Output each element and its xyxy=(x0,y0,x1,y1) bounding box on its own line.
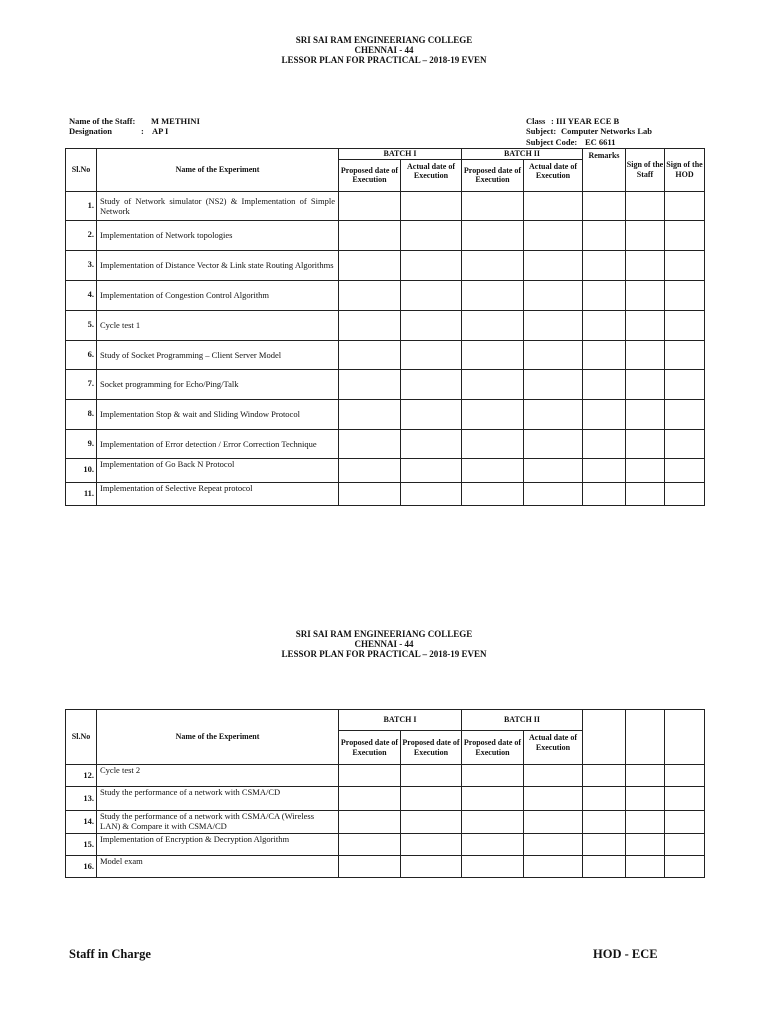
designation-line xyxy=(69,126,168,136)
empty-cell xyxy=(524,220,583,250)
empty-cell xyxy=(665,811,705,834)
class-label: Class xyxy=(526,116,546,126)
row-experiment-name: Implementation of Distance Vector & Link state Routing Algorithms xyxy=(97,250,339,280)
page-header-1 xyxy=(0,35,768,65)
empty-cell xyxy=(339,280,401,310)
table-row xyxy=(66,191,705,220)
empty-cell xyxy=(401,250,462,280)
empty-cell xyxy=(462,856,524,878)
empty-cell xyxy=(583,787,626,811)
empty-cell xyxy=(583,482,626,505)
empty-cell xyxy=(665,369,705,399)
empty-cell xyxy=(626,429,665,458)
header-proposed-date-b1: Proposed date of Execution xyxy=(339,731,401,765)
empty-cell xyxy=(583,250,626,280)
empty-cell xyxy=(665,856,705,878)
empty-cell xyxy=(401,191,462,220)
header-slno: Sl.No xyxy=(66,149,97,192)
row-experiment-name: Socket programming for Echo/Ping/Talk xyxy=(97,369,339,399)
empty-cell xyxy=(401,310,462,340)
row-slno: 2. xyxy=(66,220,97,250)
table-row xyxy=(66,280,705,310)
empty-cell xyxy=(665,399,705,429)
header-sign-hod xyxy=(665,710,705,765)
empty-cell xyxy=(665,429,705,458)
empty-cell xyxy=(339,458,401,482)
empty-cell xyxy=(583,458,626,482)
empty-cell xyxy=(626,340,665,369)
empty-cell xyxy=(626,220,665,250)
empty-cell xyxy=(401,429,462,458)
empty-cell xyxy=(524,765,583,787)
empty-cell xyxy=(339,250,401,280)
empty-cell xyxy=(626,834,665,856)
empty-cell xyxy=(462,765,524,787)
row-experiment-name: Implementation of Congestion Control Algorithm xyxy=(97,280,339,310)
empty-cell xyxy=(626,280,665,310)
empty-cell xyxy=(665,310,705,340)
empty-cell xyxy=(583,220,626,250)
table-2-body xyxy=(66,765,705,878)
row-slno: 16. xyxy=(66,856,97,878)
header-proposed-date-b1-alt: Proposed date of Execution xyxy=(401,731,462,765)
empty-cell xyxy=(583,429,626,458)
row-experiment-name: Cycle test 1 xyxy=(97,310,339,340)
table-row xyxy=(66,250,705,280)
empty-cell xyxy=(462,250,524,280)
row-slno: 6. xyxy=(66,340,97,369)
subject-value: Computer Networks Lab xyxy=(561,126,652,136)
header-experiment: Name of the Experiment xyxy=(97,710,339,765)
header-proposed-date-b1: Proposed date of Execution xyxy=(339,159,401,191)
subject-code-line xyxy=(526,137,615,147)
empty-cell xyxy=(583,834,626,856)
empty-cell xyxy=(462,429,524,458)
lesson-plan-table-1 xyxy=(65,148,705,506)
header-slno: Sl.No xyxy=(66,710,97,765)
empty-cell xyxy=(462,458,524,482)
row-slno: 13. xyxy=(66,787,97,811)
empty-cell xyxy=(401,856,462,878)
row-slno: 10. xyxy=(66,458,97,482)
empty-cell xyxy=(401,787,462,811)
plan-title: LESSOR PLAN FOR PRACTICAL – 2018-19 EVEN xyxy=(281,649,487,659)
header-batch-1: BATCH I xyxy=(339,149,462,160)
empty-cell xyxy=(339,369,401,399)
row-slno: 9. xyxy=(66,429,97,458)
empty-cell xyxy=(524,310,583,340)
empty-cell xyxy=(462,482,524,505)
college-city: CHENNAI - 44 xyxy=(354,639,414,649)
header-actual-date-b2: Actual date of Execution xyxy=(524,731,583,765)
row-experiment-name: Study of Socket Programming – Client Server Model xyxy=(97,340,339,369)
table-row xyxy=(66,369,705,399)
empty-cell xyxy=(583,191,626,220)
header-remarks xyxy=(583,710,626,765)
table-row xyxy=(66,220,705,250)
table-row xyxy=(66,787,705,811)
empty-cell xyxy=(665,482,705,505)
empty-cell xyxy=(462,834,524,856)
empty-cell xyxy=(339,811,401,834)
empty-cell xyxy=(462,220,524,250)
empty-cell xyxy=(401,340,462,369)
empty-cell xyxy=(462,399,524,429)
class-value: : III YEAR ECE B xyxy=(551,116,620,126)
empty-cell xyxy=(339,787,401,811)
empty-cell xyxy=(401,280,462,310)
empty-cell xyxy=(339,856,401,878)
empty-cell xyxy=(524,369,583,399)
empty-cell xyxy=(339,399,401,429)
empty-cell xyxy=(462,811,524,834)
empty-cell xyxy=(401,220,462,250)
table-row xyxy=(66,765,705,787)
header-sign-staff xyxy=(626,710,665,765)
subject-line xyxy=(526,126,652,136)
empty-cell xyxy=(583,811,626,834)
table-row xyxy=(66,340,705,369)
table-row xyxy=(66,429,705,458)
empty-cell xyxy=(583,310,626,340)
row-experiment-name: Cycle test 2 xyxy=(97,765,339,787)
empty-cell xyxy=(462,369,524,399)
header-sign-staff: Sign of the Staff xyxy=(626,149,665,192)
row-experiment-name: Implementation of Selective Repeat protocol xyxy=(97,482,339,505)
header-batch-1: BATCH I xyxy=(339,710,462,731)
plan-title: LESSOR PLAN FOR PRACTICAL – 2018-19 EVEN xyxy=(281,55,487,65)
empty-cell xyxy=(401,399,462,429)
row-experiment-name: Study of Network simulator (NS2) & Implementation of Simple Network xyxy=(97,191,339,220)
table-row xyxy=(66,399,705,429)
row-experiment-name: Study the performance of a network with CSMA/CA (Wireless LAN) & Compare it with CSMA/CD xyxy=(97,811,339,834)
table-row xyxy=(66,458,705,482)
row-slno: 8. xyxy=(66,399,97,429)
row-slno: 7. xyxy=(66,369,97,399)
row-slno: 5. xyxy=(66,310,97,340)
row-experiment-name: Study the performance of a network with CSMA/CD xyxy=(97,787,339,811)
header-batch-2: BATCH II xyxy=(462,710,583,731)
empty-cell xyxy=(339,191,401,220)
empty-cell xyxy=(626,250,665,280)
empty-cell xyxy=(401,834,462,856)
empty-cell xyxy=(462,310,524,340)
row-experiment-name: Implementation of Network topologies xyxy=(97,220,339,250)
hod-signature: HOD - ECE xyxy=(593,947,658,961)
row-slno: 3. xyxy=(66,250,97,280)
empty-cell xyxy=(665,458,705,482)
empty-cell xyxy=(462,787,524,811)
empty-cell xyxy=(524,482,583,505)
empty-cell xyxy=(524,280,583,310)
empty-cell xyxy=(524,340,583,369)
designation-separator: : xyxy=(141,126,144,136)
row-experiment-name: Implementation Stop & wait and Sliding Window Protocol xyxy=(97,399,339,429)
class-line xyxy=(526,116,619,126)
empty-cell xyxy=(626,482,665,505)
empty-cell xyxy=(339,220,401,250)
empty-cell xyxy=(583,369,626,399)
header-remarks: Remarks xyxy=(583,149,626,192)
header-actual-date-b2: Actual date of Execution xyxy=(524,159,583,191)
empty-cell xyxy=(665,834,705,856)
empty-cell xyxy=(339,310,401,340)
page-header-2 xyxy=(0,629,768,659)
empty-cell xyxy=(524,458,583,482)
designation-label: Designation xyxy=(69,126,112,136)
empty-cell xyxy=(583,399,626,429)
empty-cell xyxy=(665,250,705,280)
table-1-body xyxy=(66,191,705,505)
empty-cell xyxy=(665,220,705,250)
empty-cell xyxy=(583,856,626,878)
empty-cell xyxy=(339,482,401,505)
empty-cell xyxy=(524,250,583,280)
row-experiment-name: Implementation of Encryption & Decryption Algorithm xyxy=(97,834,339,856)
empty-cell xyxy=(626,369,665,399)
header-proposed-date-b2: Proposed date of Execution xyxy=(462,159,524,191)
empty-cell xyxy=(583,340,626,369)
empty-cell xyxy=(524,787,583,811)
college-city: CHENNAI - 44 xyxy=(354,45,414,55)
empty-cell xyxy=(339,429,401,458)
empty-cell xyxy=(401,369,462,399)
table-row xyxy=(66,310,705,340)
row-slno: 4. xyxy=(66,280,97,310)
empty-cell xyxy=(524,429,583,458)
empty-cell xyxy=(626,811,665,834)
row-slno: 12. xyxy=(66,765,97,787)
table-row xyxy=(66,482,705,505)
subject-code-label: Subject Code: xyxy=(526,137,578,147)
row-slno: 11. xyxy=(66,482,97,505)
empty-cell xyxy=(665,191,705,220)
empty-cell xyxy=(583,765,626,787)
empty-cell xyxy=(665,340,705,369)
empty-cell xyxy=(401,765,462,787)
college-name: SRI SAI RAM ENGINEERIANG COLLEGE xyxy=(295,629,473,639)
empty-cell xyxy=(665,280,705,310)
empty-cell xyxy=(401,811,462,834)
header-batch-2: BATCH II xyxy=(462,149,583,160)
empty-cell xyxy=(524,856,583,878)
empty-cell xyxy=(626,458,665,482)
header-experiment: Name of the Experiment xyxy=(97,149,339,192)
header-sign-hod: Sign of the HOD xyxy=(665,149,705,192)
empty-cell xyxy=(626,399,665,429)
designation-value: AP I xyxy=(152,126,169,136)
row-slno: 1. xyxy=(66,191,97,220)
table-row xyxy=(66,856,705,878)
empty-cell xyxy=(626,787,665,811)
empty-cell xyxy=(626,856,665,878)
empty-cell xyxy=(524,834,583,856)
empty-cell xyxy=(626,310,665,340)
empty-cell xyxy=(524,191,583,220)
row-experiment-name: Model exam xyxy=(97,856,339,878)
empty-cell xyxy=(462,340,524,369)
empty-cell xyxy=(401,458,462,482)
empty-cell xyxy=(339,765,401,787)
staff-line xyxy=(69,116,200,126)
row-slno: 15. xyxy=(66,834,97,856)
row-slno: 14. xyxy=(66,811,97,834)
lesson-plan-table-2 xyxy=(65,709,705,878)
empty-cell xyxy=(626,191,665,220)
empty-cell xyxy=(339,340,401,369)
empty-cell xyxy=(524,399,583,429)
row-experiment-name: Implementation of Error detection / Error Correction Technique xyxy=(97,429,339,458)
empty-cell xyxy=(583,280,626,310)
subject-label: Subject: xyxy=(526,126,557,136)
table-row xyxy=(66,811,705,834)
subject-code-value: EC 6611 xyxy=(585,137,616,147)
empty-cell xyxy=(462,280,524,310)
staff-value: M METHINI xyxy=(151,116,200,126)
empty-cell xyxy=(665,787,705,811)
empty-cell xyxy=(665,765,705,787)
header-actual-date-b1: Actual date of Execution xyxy=(401,159,462,191)
empty-cell xyxy=(462,191,524,220)
empty-cell xyxy=(524,811,583,834)
table-row xyxy=(66,834,705,856)
empty-cell xyxy=(339,834,401,856)
row-experiment-name: Implementation of Go Back N Protocol xyxy=(97,458,339,482)
header-proposed-date-b2: Proposed date of Execution xyxy=(462,731,524,765)
staff-label: Name of the Staff: xyxy=(69,116,136,126)
empty-cell xyxy=(626,765,665,787)
staff-in-charge-signature: Staff in Charge xyxy=(69,947,151,961)
college-name: SRI SAI RAM ENGINEERIANG COLLEGE xyxy=(295,35,473,45)
empty-cell xyxy=(401,482,462,505)
